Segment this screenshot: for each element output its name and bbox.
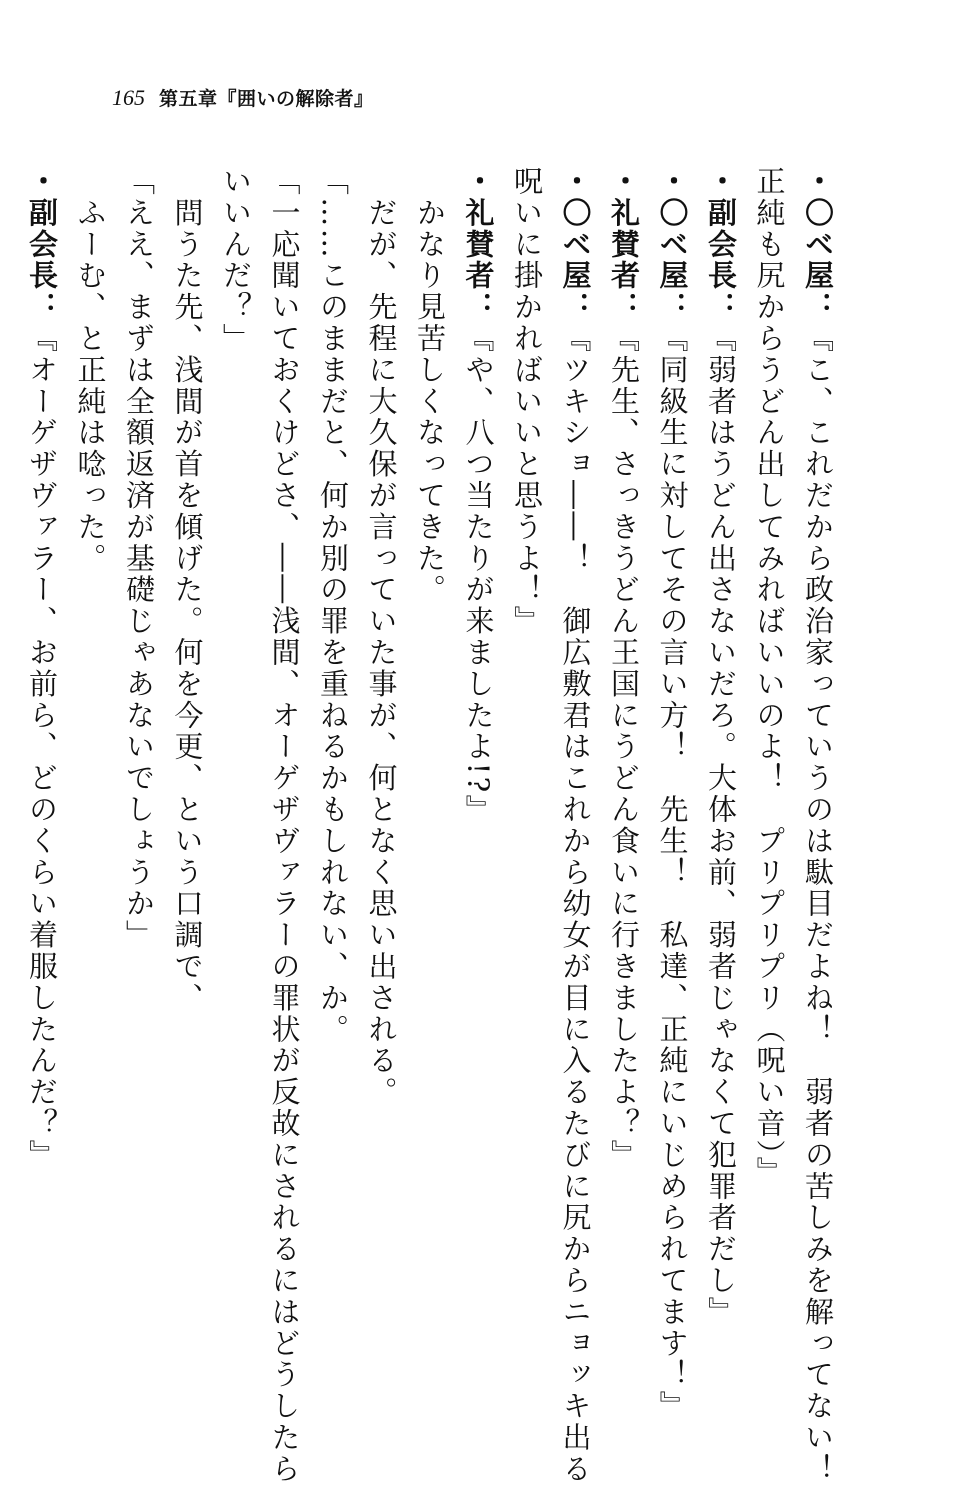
text-line: [406, 166, 455, 1296]
page-number: 165: [112, 85, 145, 110]
text-line: [66, 166, 115, 1296]
speaker-label: ・副会長：: [25, 166, 59, 323]
line-text: 問うた先、浅間が首を傾げた。何を今更、という口調で、: [170, 166, 205, 1014]
text-line: [794, 166, 843, 1485]
line-text: いいんだ？」: [219, 166, 253, 355]
line-text: 『こ、これだから政治家っていうのは駄目だよね！ 弱者の苦しみを解ってない！: [801, 323, 835, 1485]
line-text: かなり見苦しくなってきた。: [413, 166, 447, 606]
text-line: [357, 166, 406, 1296]
text-line: [745, 166, 794, 1296]
text-line: [163, 166, 212, 1296]
speaker-label: ・礼賛者：: [607, 166, 641, 323]
chapter-title: 第五章『囲いの解除者』: [159, 88, 374, 110]
text-line: [551, 166, 600, 1485]
line-text: 呪いに掛かればいいと思うよ！』: [510, 166, 544, 637]
line-text: 『弱者はうどん出さないだろ。大体お前、弱者じゃなくて犯罪者だし』: [704, 323, 738, 1328]
line-text: 『先生、さっきうどん王国にうどん食いに行きましたよ？』: [607, 323, 641, 1171]
vertical-text-body: [25, 166, 842, 1485]
line-text: 「……このままだと、何か別の罪を重ねるかもしれない、か。: [316, 166, 350, 1046]
text-line: [600, 166, 649, 1296]
line-text: 『オーゲザヴァラー、お前ら、どのくらい着服したんだ？』: [25, 323, 59, 1171]
text-line: [260, 166, 309, 1485]
speaker-label: ・〇ベ屋：: [655, 166, 690, 323]
line-text: ふーむ、と正純は唸った。: [73, 166, 108, 575]
line-text: 「一応聞いておくけどさ、――浅間、オーゲザヴァラーの罪状が反故にされるにはどうしたら: [267, 166, 302, 1485]
line-text: だが、先程に大久保が言っていた事が、何となく思い出される。: [364, 166, 399, 1108]
text-line: [309, 166, 358, 1296]
speaker-label: ・副会長：: [704, 166, 738, 323]
text-line: [454, 166, 503, 1296]
line-text: 正純も尻からうどん出してみればいいのよ！ プリプリプリ（呪い音）』: [752, 166, 787, 1188]
text-line: [503, 166, 552, 1296]
line-text: 「ええ、まずは全額返済が基礎じゃあないでしょうか」: [122, 166, 156, 951]
speaker-label: ・〇ベ屋：: [558, 166, 593, 323]
line-text: 『同級生に対してその言い方！ 先生！ 私達、正純にいじめられてます！』: [655, 323, 690, 1422]
speaker-label: ・〇ベ屋：: [801, 166, 835, 323]
line-text: 『や、八つ当たりが来ましたよ!?』: [461, 323, 496, 827]
running-header: [112, 84, 374, 112]
speaker-label: ・礼賛者：: [461, 166, 496, 323]
text-line: [18, 166, 67, 1296]
text-line: [212, 166, 261, 1296]
line-text: 『ツキショ――！ 御広敷君はこれから幼女が目に入るたびに尻からニョッキ出る: [558, 323, 593, 1485]
text-line: [648, 166, 697, 1422]
text-line: [115, 166, 164, 1296]
text-line: [697, 166, 746, 1328]
